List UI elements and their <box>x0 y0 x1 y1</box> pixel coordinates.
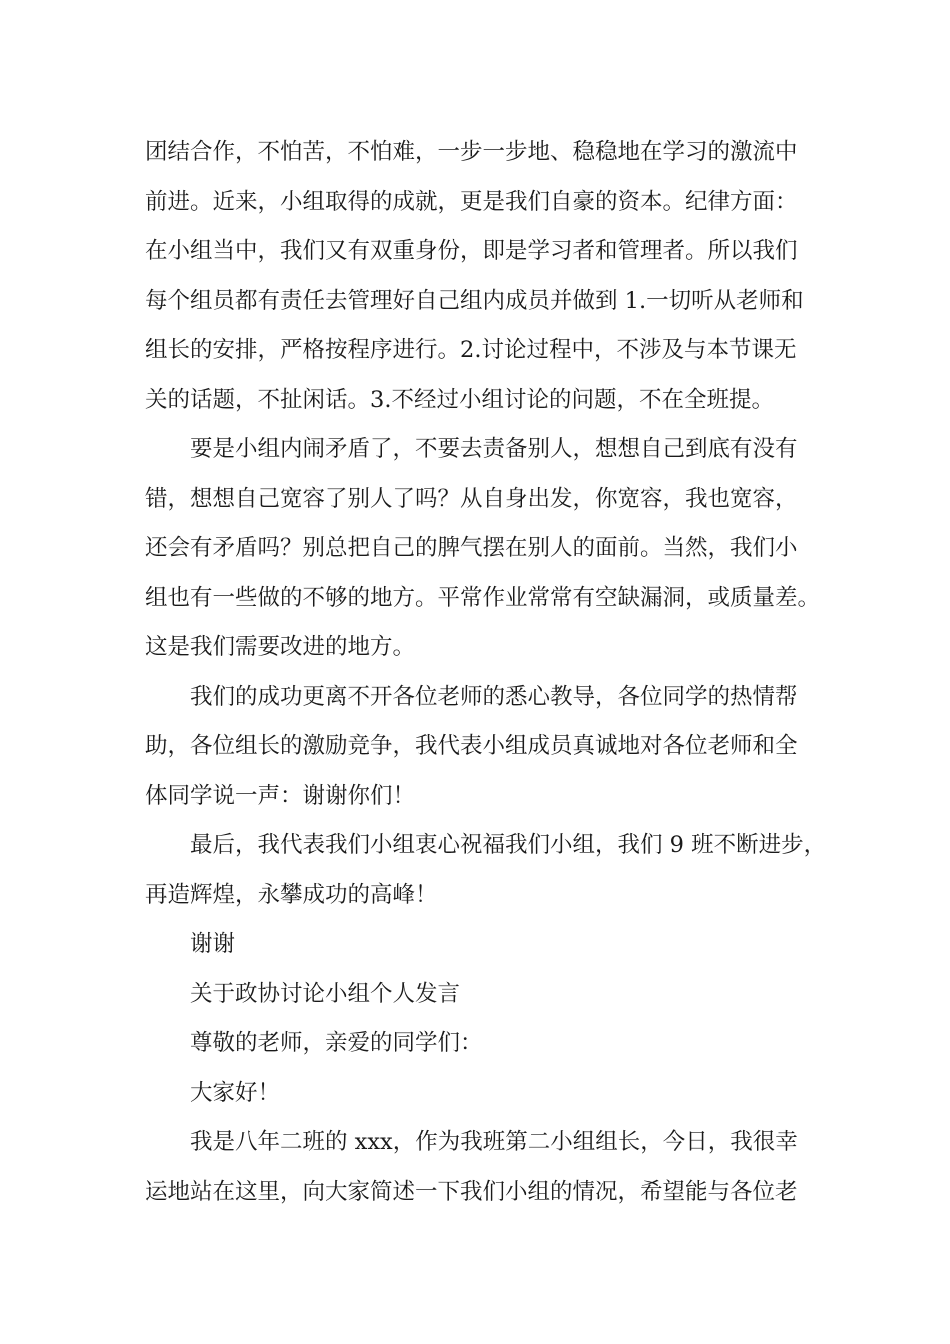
text-line: 助，各位组长的激励竞争，我代表小组成员真诚地对各位老师和全 <box>145 733 798 759</box>
text-line: 尊敬的老师，亲爱的同学们： <box>190 1030 483 1056</box>
text-line: 最后，我代表我们小组衷心祝福我们小组，我们 9 班不断进步， <box>190 832 827 858</box>
text-line: 大家好！ <box>190 1079 281 1106</box>
text-line: 每个组员都有责任去管理好自己组内成员并做到 1.一切听从老师和 <box>145 287 804 314</box>
document-body <box>145 128 835 1217</box>
text-line: 错，想想自己宽容了别人了吗？从自身出发，你宽容，我也宽容， <box>145 485 798 512</box>
text-line: 谢谢 <box>190 931 236 957</box>
text-line: 要是小组内闹矛盾了，不要去责备别人，想想自己到底有没有 <box>190 436 798 462</box>
text-line: 体同学说一声：谢谢你们！ <box>145 782 416 809</box>
text-line: 运地站在这里，向大家简述一下我们小组的情况，希望能与各位老 <box>145 1178 798 1205</box>
text-line: 我们的成功更离不开各位老师的悉心教导，各位同学的热情帮 <box>190 683 798 710</box>
text-line: 关于政协讨论小组个人发言 <box>190 980 461 1007</box>
text-line: 团结合作，不怕苦，不怕难，一步一步地、稳稳地在学习的激流中 <box>145 139 798 165</box>
text-line: 这是我们需要改进的地方。 <box>145 634 416 660</box>
text-line: 再造辉煌，永攀成功的高峰！ <box>145 881 438 908</box>
text-line: 组长的安排，严格按程序进行。2.讨论过程中，不涉及与本节课无 <box>145 337 797 363</box>
text-line: 在小组当中，我们又有双重身份，即是学习者和管理者。所以我们 <box>145 238 798 264</box>
text-line: 我是八年二班的 xxx，作为我班第二小组组长，今日，我很幸 <box>190 1129 798 1155</box>
text-line: 关的话题，不扯闲话。3.不经过小组讨论的问题，不在全班提。 <box>145 386 774 413</box>
text-line: 还会有矛盾吗？别总把自己的脾气摆在别人的面前。当然，我们小 <box>145 535 798 561</box>
text-line: 前进。近来，小组取得的成就，更是我们自豪的资本。纪律方面： <box>145 188 798 215</box>
text-line: 组也有一些做的不够的地方。平常作业常常有空缺漏洞，或质量差。 <box>145 584 821 611</box>
